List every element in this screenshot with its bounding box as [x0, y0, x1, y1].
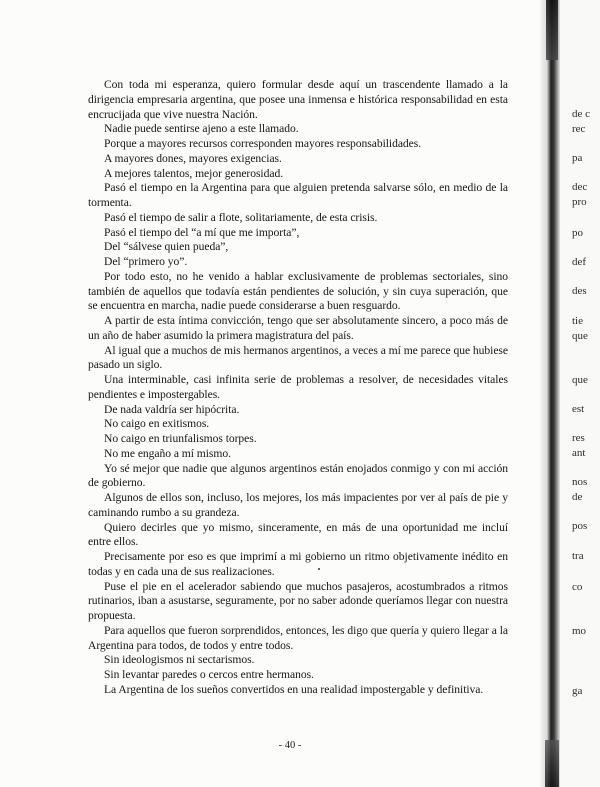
paragraph: Puse el pie en el acelerador sabiendo que muchos pasajeros, acostumbrados a ritmos rutinarios, iban a asustarse, seguramente, por no saber adonde queríamos llegar con nuestra propuesta. [88, 579, 508, 622]
paragraph: Una interminable, casi infinita serie de problemas a resolver, de necesidades vitales pendientes e impostergables. [88, 373, 508, 401]
paragraph: A partir de esta íntima convicción, tengo que ser absolutamente sincero, a poco más de un año de haber asumido la primera magistratura del país. [88, 314, 508, 342]
speck [318, 568, 320, 570]
paragraph: Del “primero yo”. [104, 255, 188, 268]
facing-page-fragment: co [572, 581, 583, 593]
paragraph: Del “sálvese quien pueda”, [104, 240, 229, 254]
facing-page-fragment: tra [572, 550, 584, 562]
paragraph: Con toda mi esperanza, quiero formular desde aquí un trascendente llamado a la dirigencia empresaria argentina, que posee una inmensa e histórica responsabilidad en esta encrucijada que vive nuestra Nación. [88, 78, 508, 121]
facing-page-fragment: rec [572, 123, 586, 135]
gutter-shadow-bottom [545, 740, 559, 787]
paragraph: Porque a mayores recursos corresponden mayores responsabilidades. [104, 137, 422, 150]
book-gutter [540, 0, 560, 787]
paragraph: Quiero decirles que yo mismo, sinceramente, en más de una oportunidad me incluí entre ellos. [88, 520, 508, 549]
paragraph: Precisamente por eso es que imprimí a mi gobierno un ritmo objetivamente inédito en todas y en cada una de sus realizaciones. [88, 550, 508, 578]
paragraph: Pasó el tiempo de salir a flote, solitariamente, de esta crisis. [104, 210, 378, 224]
paragraph: Al igual que a muchos de mis hermanos argentinos, a veces a mí me parece que hubiese pasado un siglo. [88, 343, 508, 372]
paragraph: No caigo en triunfalismos torpes. [104, 432, 257, 445]
page-body-text [88, 78, 508, 698]
facing-page-fragment: que [572, 374, 588, 386]
facing-page-fragment: ga [572, 685, 583, 697]
paragraph: No caigo en exitismos. [104, 417, 210, 431]
paragraph: No me engaño a mí mismo. [104, 446, 231, 460]
paragraph: A mayores dones, mayores exigencias. [104, 151, 282, 165]
facing-page-fragment: ant [572, 447, 586, 459]
facing-page-fragment: pa [572, 152, 583, 164]
facing-page-fragment: pro [572, 196, 587, 208]
gutter-shadow-top [546, 0, 558, 60]
paragraph: Algunos de ellos son, incluso, los mejores, los más impacientes por ver al país de pie y caminando rumbo a su grandeza. [88, 491, 508, 519]
paragraph: Pasó el tiempo en la Argentina para que alguien pretenda salvarse sólo, en medio de la tormenta. [88, 181, 508, 209]
paragraph: Sin ideologismos ni sectarismos. [104, 653, 255, 667]
paragraph: Sin levantar paredes o cercos entre hermanos. [104, 668, 314, 681]
facing-page-fragment: de c [572, 108, 591, 120]
paragraph: Pasó el tiempo del “a mí que me importa”, [104, 225, 300, 239]
facing-page-fragment: def [572, 256, 587, 268]
page-number: - 40 - [278, 740, 302, 751]
facing-page-fragment: nos [572, 476, 588, 488]
facing-page-fragment: est [572, 403, 585, 415]
paragraph: Yo sé mejor que nadie que algunos argentinos están enojados conmigo y con mi acción de gobierno. [88, 461, 508, 490]
paragraph: A mejores talentos, mejor generosidad. [104, 166, 284, 180]
facing-page-fragment: tie [572, 315, 583, 327]
paragraph: Para aquellos que fueron sorprendidos, entonces, les digo que quería y quiero llegar a la Argentina para todos, de todos y entre todos. [88, 623, 508, 652]
facing-page-fragment: res [572, 432, 585, 444]
paragraph: La Argentina de los sueños convertidos en una realidad impostergable y definitiva. [104, 682, 484, 696]
paragraph: De nada valdría ser hipócrita. [104, 402, 240, 416]
facing-page-fragment: po [572, 227, 583, 239]
facing-page-fragment: pos [572, 520, 588, 532]
facing-page-fragment: mo [572, 625, 587, 637]
facing-page-fragment: des [572, 285, 587, 297]
facing-page-fragment: de [572, 491, 583, 503]
facing-page-fragment: que [572, 330, 588, 342]
facing-page-fragment: dec [572, 181, 588, 193]
paragraph: Por todo esto, no he venido a hablar exclusivamente de problemas sectoriales, sino también de aquellos que todavía están pendientes de solución, y sin cuya superación, que se encuentra en marcha, nadie puede considerarse a buen resguardo. [88, 269, 508, 313]
paragraph: Nadie puede sentirse ajeno a este llamado. [104, 122, 299, 136]
